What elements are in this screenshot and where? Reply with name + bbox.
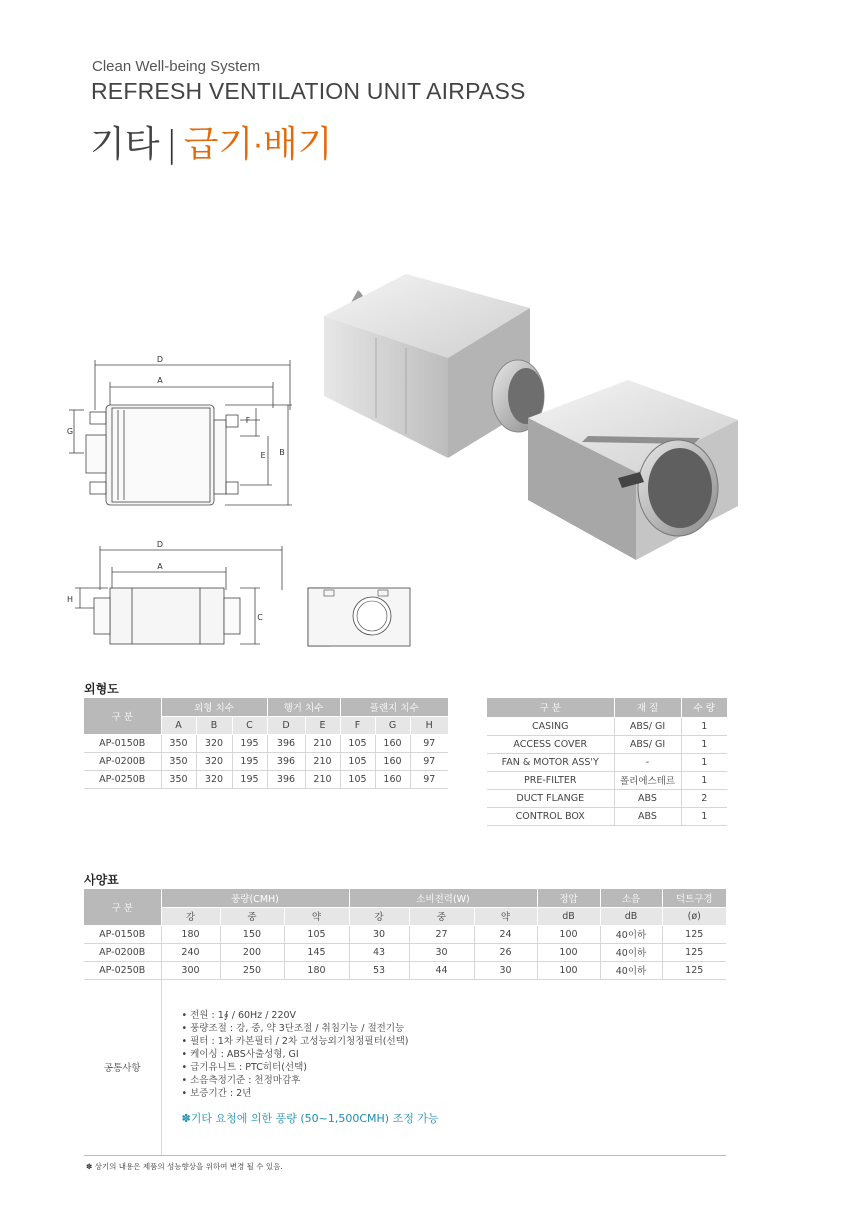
dim-label-a2: A bbox=[157, 562, 163, 571]
parts-col-name: 구 분 bbox=[487, 698, 614, 717]
value-cell: 160 bbox=[375, 770, 410, 788]
value-cell: 160 bbox=[375, 752, 410, 770]
value-cell: 105 bbox=[340, 770, 375, 788]
parts-col-material: 재 질 bbox=[614, 698, 681, 717]
value-cell: 44 bbox=[409, 961, 474, 979]
spec-group-airflow: 풍량(CMH) bbox=[161, 889, 349, 907]
dim-col-f: F bbox=[340, 716, 375, 734]
spec-sub: 약 bbox=[284, 907, 349, 925]
product-photo bbox=[318, 268, 758, 568]
value-cell: 100 bbox=[537, 943, 600, 961]
part-qty: 1 bbox=[681, 771, 727, 789]
common-item: • 풍량조절 : 강, 중, 약 3단조절 / 취침기능 / 절전기능 bbox=[181, 1023, 405, 1034]
footnote: ✽ 상기의 내용은 제품의 성능향상을 위하여 변경 될 수 있음. bbox=[86, 1162, 283, 1171]
table-row bbox=[84, 961, 726, 979]
value-cell: 97 bbox=[410, 770, 448, 788]
dim-label-b: B bbox=[279, 448, 285, 457]
part-name: ACCESS COVER bbox=[487, 735, 614, 753]
dimension-drawing bbox=[60, 350, 330, 660]
table-row bbox=[487, 735, 727, 753]
table-row bbox=[84, 943, 726, 961]
common-item: • 보증기간 : 2년 bbox=[181, 1088, 252, 1099]
part-qty: 1 bbox=[681, 753, 727, 771]
category-prefix: 기타 bbox=[90, 124, 160, 165]
part-qty: 2 bbox=[681, 789, 727, 807]
part-name: PRE-FILTER bbox=[487, 771, 614, 789]
specs-table bbox=[84, 889, 726, 1156]
value-cell: 30 bbox=[349, 925, 409, 943]
value-cell: 180 bbox=[284, 961, 349, 979]
dim-col-c: C bbox=[232, 716, 267, 734]
part-name: FAN & MOTOR ASS'Y bbox=[487, 753, 614, 771]
part-qty: 1 bbox=[681, 807, 727, 825]
spec-sub: 중 bbox=[220, 907, 284, 925]
dim-label-d2: D bbox=[156, 540, 164, 549]
value-cell: 105 bbox=[340, 752, 375, 770]
dimensions-table bbox=[84, 698, 448, 789]
value-cell: 100 bbox=[537, 961, 600, 979]
part-name: CASING bbox=[487, 717, 614, 735]
model-cell: AP-0200B bbox=[84, 943, 161, 961]
value-cell: 145 bbox=[284, 943, 349, 961]
value-cell: 210 bbox=[305, 734, 340, 752]
common-row bbox=[84, 979, 726, 1155]
value-cell: 40이하 bbox=[600, 925, 662, 943]
value-cell: 105 bbox=[284, 925, 349, 943]
parts-col-qty: 수 량 bbox=[681, 698, 727, 717]
table-row bbox=[487, 807, 727, 825]
value-cell: 195 bbox=[232, 752, 267, 770]
common-notes bbox=[161, 979, 726, 1155]
part-material: ABS/ GI bbox=[614, 717, 681, 735]
spec-group-pressure: 정압 bbox=[537, 889, 600, 907]
value-cell: 43 bbox=[349, 943, 409, 961]
spec-sub: dB bbox=[537, 907, 600, 925]
part-qty: 1 bbox=[681, 735, 727, 753]
part-qty: 1 bbox=[681, 717, 727, 735]
dim-col-e: E bbox=[305, 716, 340, 734]
dim-group-hanger: 행거 치수 bbox=[267, 698, 340, 716]
spec-group-duct: 덕트구경 bbox=[662, 889, 726, 907]
value-cell: 40이하 bbox=[600, 961, 662, 979]
common-item: • 급기유니트 : PTC히터(선택) bbox=[181, 1062, 307, 1073]
value-cell: 210 bbox=[305, 770, 340, 788]
spec-sub: 강 bbox=[161, 907, 220, 925]
dim-col-g: G bbox=[375, 716, 410, 734]
value-cell: 396 bbox=[267, 770, 305, 788]
table-row bbox=[84, 734, 448, 752]
common-item: • 전원 : 1∮ / 60Hz / 220V bbox=[181, 1010, 297, 1021]
table-row bbox=[84, 925, 726, 943]
side-view-drawing bbox=[306, 586, 412, 648]
table-row bbox=[84, 752, 448, 770]
dim-col-d: D bbox=[267, 716, 305, 734]
dim-group-flange: 플랜지 치수 bbox=[340, 698, 448, 716]
airflow-adjust-note: ✽기타 요청에 의한 풍량 (50~1,500CMH) 조정 가능 bbox=[181, 1112, 439, 1125]
model-cell: AP-0200B bbox=[84, 752, 161, 770]
part-material: - bbox=[614, 753, 681, 771]
value-cell: 396 bbox=[267, 734, 305, 752]
model-cell: AP-0250B bbox=[84, 770, 161, 788]
part-material: ABS bbox=[614, 789, 681, 807]
part-material: ABS/ GI bbox=[614, 735, 681, 753]
common-item: • 필터 : 1차 카본필터 / 2차 고성능외기청정필터(선택) bbox=[181, 1036, 409, 1047]
dim-col-a: A bbox=[161, 716, 196, 734]
specs-section-title: 사양표 bbox=[84, 873, 119, 887]
spec-col-group: 구 분 bbox=[84, 889, 161, 925]
value-cell: 350 bbox=[161, 734, 196, 752]
table-row bbox=[487, 789, 727, 807]
value-cell: 320 bbox=[196, 752, 232, 770]
dim-col-group: 구 분 bbox=[84, 698, 161, 734]
dim-col-h: H bbox=[410, 716, 448, 734]
value-cell: 396 bbox=[267, 752, 305, 770]
value-cell: 210 bbox=[305, 752, 340, 770]
value-cell: 350 bbox=[161, 770, 196, 788]
common-label: 공통사항 bbox=[84, 979, 161, 1155]
category-dot: · bbox=[253, 129, 263, 164]
value-cell: 195 bbox=[232, 770, 267, 788]
value-cell: 125 bbox=[662, 961, 726, 979]
part-name: CONTROL BOX bbox=[487, 807, 614, 825]
model-cell: AP-0250B bbox=[84, 961, 161, 979]
value-cell: 24 bbox=[474, 925, 537, 943]
value-cell: 125 bbox=[662, 943, 726, 961]
header-subtitle: Clean Well-being System bbox=[92, 58, 261, 75]
value-cell: 26 bbox=[474, 943, 537, 961]
value-cell: 53 bbox=[349, 961, 409, 979]
category-divider: | bbox=[165, 124, 178, 165]
value-cell: 300 bbox=[161, 961, 220, 979]
dim-label-d: D bbox=[156, 355, 164, 364]
model-cell: AP-0150B bbox=[84, 734, 161, 752]
category-main-2: 배기 bbox=[262, 124, 333, 165]
table-row bbox=[84, 770, 448, 788]
table-row bbox=[487, 717, 727, 735]
value-cell: 105 bbox=[340, 734, 375, 752]
value-cell: 250 bbox=[220, 961, 284, 979]
part-material: ABS bbox=[614, 807, 681, 825]
spec-sub: 강 bbox=[349, 907, 409, 925]
spec-sub: dB bbox=[600, 907, 662, 925]
value-cell: 125 bbox=[662, 925, 726, 943]
value-cell: 100 bbox=[537, 925, 600, 943]
dim-group-outer: 외형 치수 bbox=[161, 698, 267, 716]
spec-sub: 약 bbox=[474, 907, 537, 925]
spec-sub: (ø) bbox=[662, 907, 726, 925]
value-cell: 180 bbox=[161, 925, 220, 943]
value-cell: 150 bbox=[220, 925, 284, 943]
table-row bbox=[487, 753, 727, 771]
common-item: • 케이싱 : ABS사출성형, GI bbox=[181, 1049, 299, 1060]
dim-col-b: B bbox=[196, 716, 232, 734]
spec-group-noise: 소음 bbox=[600, 889, 662, 907]
value-cell: 160 bbox=[375, 734, 410, 752]
value-cell: 97 bbox=[410, 752, 448, 770]
dim-label-h: H bbox=[66, 595, 74, 604]
value-cell: 195 bbox=[232, 734, 267, 752]
value-cell: 30 bbox=[474, 961, 537, 979]
value-cell: 320 bbox=[196, 734, 232, 752]
dim-label-g: G bbox=[66, 427, 74, 436]
dim-label-e: E bbox=[260, 451, 266, 460]
dimensions-section-title: 외형도 bbox=[84, 682, 119, 696]
spec-sub: 중 bbox=[409, 907, 474, 925]
value-cell: 350 bbox=[161, 752, 196, 770]
value-cell: 30 bbox=[409, 943, 474, 961]
value-cell: 27 bbox=[409, 925, 474, 943]
part-material: 폴리에스테르 bbox=[614, 771, 681, 789]
header-title: REFRESH VENTILATION UNIT AIRPASS bbox=[91, 78, 526, 104]
common-item: • 소음측정기준 : 천정마감후 bbox=[181, 1075, 301, 1086]
category-main-1: 급기 bbox=[183, 124, 254, 165]
dim-label-a: A bbox=[157, 376, 163, 385]
category-title bbox=[90, 116, 332, 167]
dim-label-f: F bbox=[245, 416, 251, 425]
spec-group-power: 소비전력(W) bbox=[349, 889, 537, 907]
parts-table bbox=[487, 698, 727, 826]
value-cell: 97 bbox=[410, 734, 448, 752]
table-row bbox=[487, 771, 727, 789]
dim-label-c: C bbox=[257, 613, 263, 622]
part-name: DUCT FLANGE bbox=[487, 789, 614, 807]
value-cell: 320 bbox=[196, 770, 232, 788]
value-cell: 240 bbox=[161, 943, 220, 961]
value-cell: 40이하 bbox=[600, 943, 662, 961]
model-cell: AP-0150B bbox=[84, 925, 161, 943]
value-cell: 200 bbox=[220, 943, 284, 961]
